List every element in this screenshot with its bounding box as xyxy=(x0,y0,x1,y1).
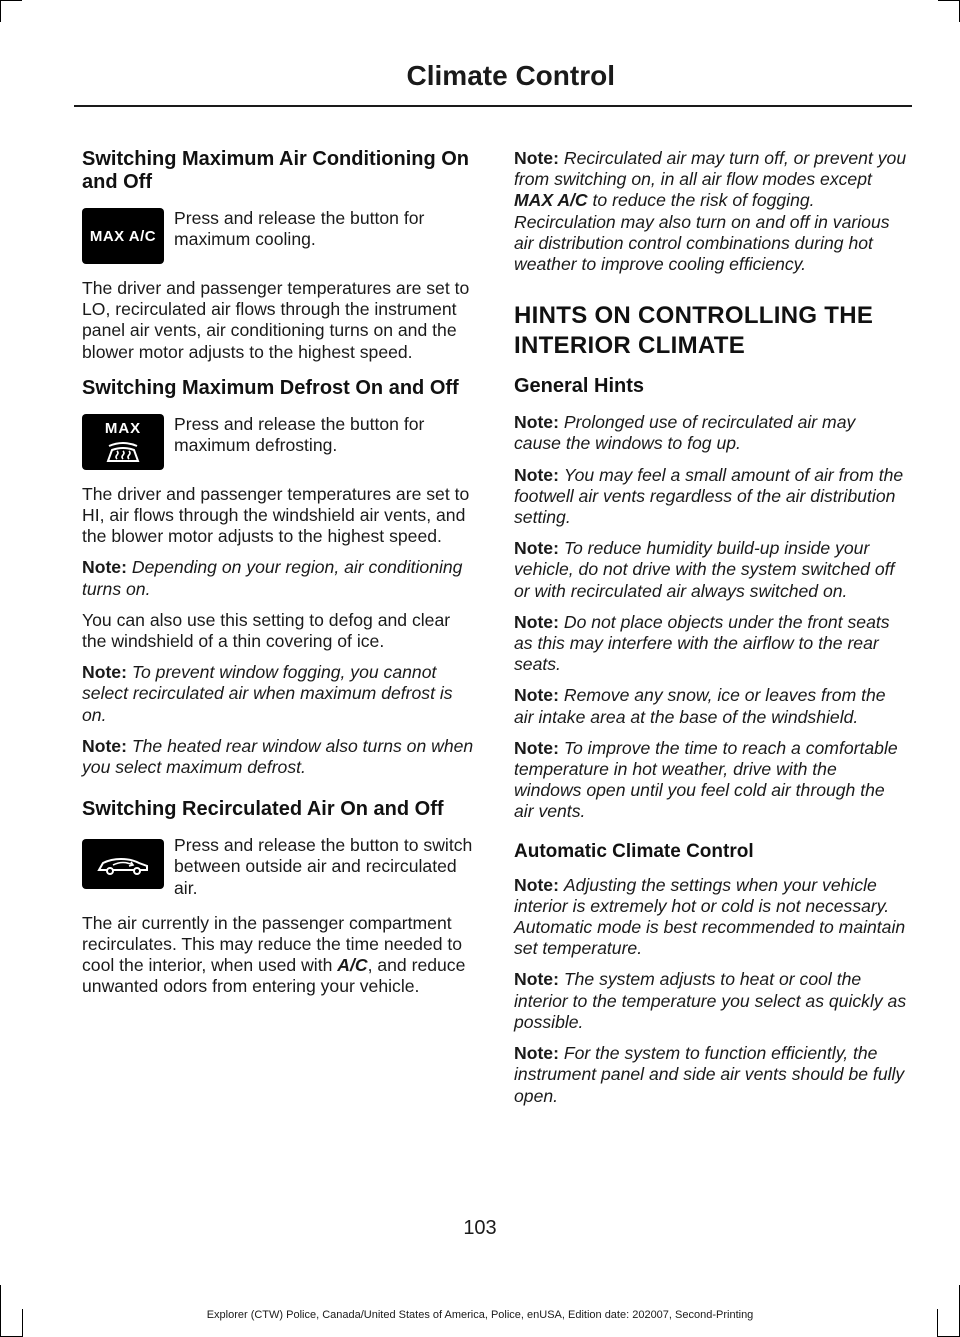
left-column xyxy=(82,148,475,1008)
windshield-defrost-icon xyxy=(106,437,140,463)
note xyxy=(514,612,907,676)
note-label: Note: xyxy=(514,148,559,168)
note-label: Note: xyxy=(514,969,559,990)
general-hints-list xyxy=(514,412,907,822)
page-title: Climate Control xyxy=(406,60,615,91)
note xyxy=(82,557,475,599)
note xyxy=(514,969,907,1033)
note xyxy=(82,662,475,726)
heading-max-defrost: Switching Maximum Defrost On and Off xyxy=(82,376,459,399)
defog-paragraph: You can also use this setting to defog and clear the windshield of a thin covering of ice. xyxy=(82,609,451,652)
heading-max-ac: Switching Maximum Air Conditioning On and Off xyxy=(82,148,470,193)
note xyxy=(514,148,907,275)
note-label: Note: xyxy=(82,662,127,683)
note-text: You may feel a small amount of air from the footwell air vents regardless of the air distribution setting. xyxy=(514,464,904,528)
recirculation-button-icon xyxy=(82,839,164,889)
max-defrost-icon-text: Press and release the button for maximum defrosting. xyxy=(174,413,425,456)
recirculated-row xyxy=(82,835,475,899)
car-recirculation-icon xyxy=(95,851,151,877)
max-ac-row xyxy=(82,208,475,264)
note-text: To reduce humidity build-up inside your vehicle, do not drive with the system switched off or with recirculated air always switched on. xyxy=(514,538,895,601)
max-ac-icon-label: MAX A/C xyxy=(89,227,157,245)
heading-general-hints: General Hints xyxy=(514,375,645,398)
note xyxy=(514,685,907,727)
note-label: Note: xyxy=(514,1043,559,1064)
automatic-climate-list xyxy=(514,875,907,1107)
crop-mark xyxy=(938,0,960,1)
note xyxy=(514,875,907,960)
heading-automatic-climate: Automatic Climate Control xyxy=(514,840,754,862)
note xyxy=(514,465,907,529)
max-ac-paragraph: The driver and passenger temperatures are set to LO, recirculated air flows through the instrument panel air vents, air conditioning turns on and the blower motor adjusts to the highest speed. xyxy=(82,278,470,362)
header-rule xyxy=(74,105,912,107)
heading-hints: HINTS ON CONTROLLING THE INTERIOR CLIMATE xyxy=(514,302,874,360)
note-label: Note: xyxy=(514,611,559,632)
note-text: For the system to function efficiently, the instrument panel and side air vents should be fully open. xyxy=(514,1043,905,1106)
note-label: Note: xyxy=(514,538,559,559)
note-text: Remove any snow, ice or leaves from the air intake area at the base of the windshield. xyxy=(514,685,886,727)
page-number: 103 xyxy=(463,1217,497,1239)
note xyxy=(514,412,907,454)
max-ac-inline-term: MAX A/C xyxy=(514,190,588,211)
note xyxy=(514,738,907,823)
recirculated-text-a: The air currently in the passenger compartment recirculates. This may reduce the time needed to cool the interior, when used with xyxy=(82,912,463,976)
note-label: Note: xyxy=(82,735,127,756)
crop-mark xyxy=(0,0,1,22)
note-label: Note: xyxy=(514,412,559,433)
note-text-a: Recirculated air may turn off, or prevent you from switching on, in all air flow modes except xyxy=(514,148,907,190)
right-column xyxy=(514,148,907,1117)
note xyxy=(514,1043,907,1107)
note-text: Adjusting the settings when your vehicle interior is extremely hot or cold is not necessary. Automatic mode is best recommended to maintain set temperature. xyxy=(514,874,906,959)
note-text: Do not place objects under the front seats as this may interfere with the airflow to the rear seats. xyxy=(514,611,890,675)
max-defrost-row xyxy=(82,414,475,470)
note-label: Note: xyxy=(82,557,127,578)
note-text: Depending on your region, air conditioning turns on. xyxy=(82,557,463,599)
note-text: The heated rear window also turns on when you select maximum defrost. xyxy=(82,735,474,778)
recirculated-paragraph xyxy=(82,913,475,998)
note-text-c: to reduce the risk of fogging. Recirculation may also turn on and off in various air distribution control combinations during hot weather to improve cooling efficiency. xyxy=(514,190,890,275)
note-label: Note: xyxy=(514,464,559,485)
note xyxy=(82,736,475,778)
recirculated-icon-text: Press and release the button to switch between outside air and recirculated air. xyxy=(174,835,473,898)
note-text: To prevent window fogging, you cannot select recirculated air when maximum defrost is on. xyxy=(82,662,453,725)
note-text: Prolonged use of recirculated air may cause the windows to fog up. xyxy=(514,412,856,454)
max-defrost-button-icon xyxy=(82,414,164,470)
note-label: Note: xyxy=(514,685,559,706)
max-defrost-paragraph: The driver and passenger temperatures are set to HI, air flows through the windshield air vents, and the blower motor adjusts to the highest speed. xyxy=(82,483,470,547)
note-label: Note: xyxy=(514,874,559,895)
footer-edition: Explorer (CTW) Police, Canada/United States of America, Police, enUSA, Edition date: 202007, Second-Printing xyxy=(206,1309,754,1321)
heading-recirculated-air: Switching Recirculated Air On and Off xyxy=(82,798,444,821)
max-ac-button-icon xyxy=(82,208,164,264)
note-text: The system adjusts to heat or cool the interior to the temperature you select as quickly as possible. xyxy=(514,969,907,1032)
max-ac-icon-text: Press and release the button for maximum cooling. xyxy=(174,208,425,250)
recirculated-text-c: , and reduce unwanted odors from entering your vehicle. xyxy=(82,955,466,997)
crop-mark xyxy=(0,0,22,1)
max-defrost-icon-label: MAX xyxy=(104,419,142,437)
note xyxy=(514,538,907,602)
note-text: To improve the time to reach a comfortable temperature in hot weather, drive with the windows open until you feel cold air through the air vents. xyxy=(514,737,898,822)
ac-inline-term: A/C xyxy=(337,955,368,976)
note-label: Note: xyxy=(514,737,559,758)
